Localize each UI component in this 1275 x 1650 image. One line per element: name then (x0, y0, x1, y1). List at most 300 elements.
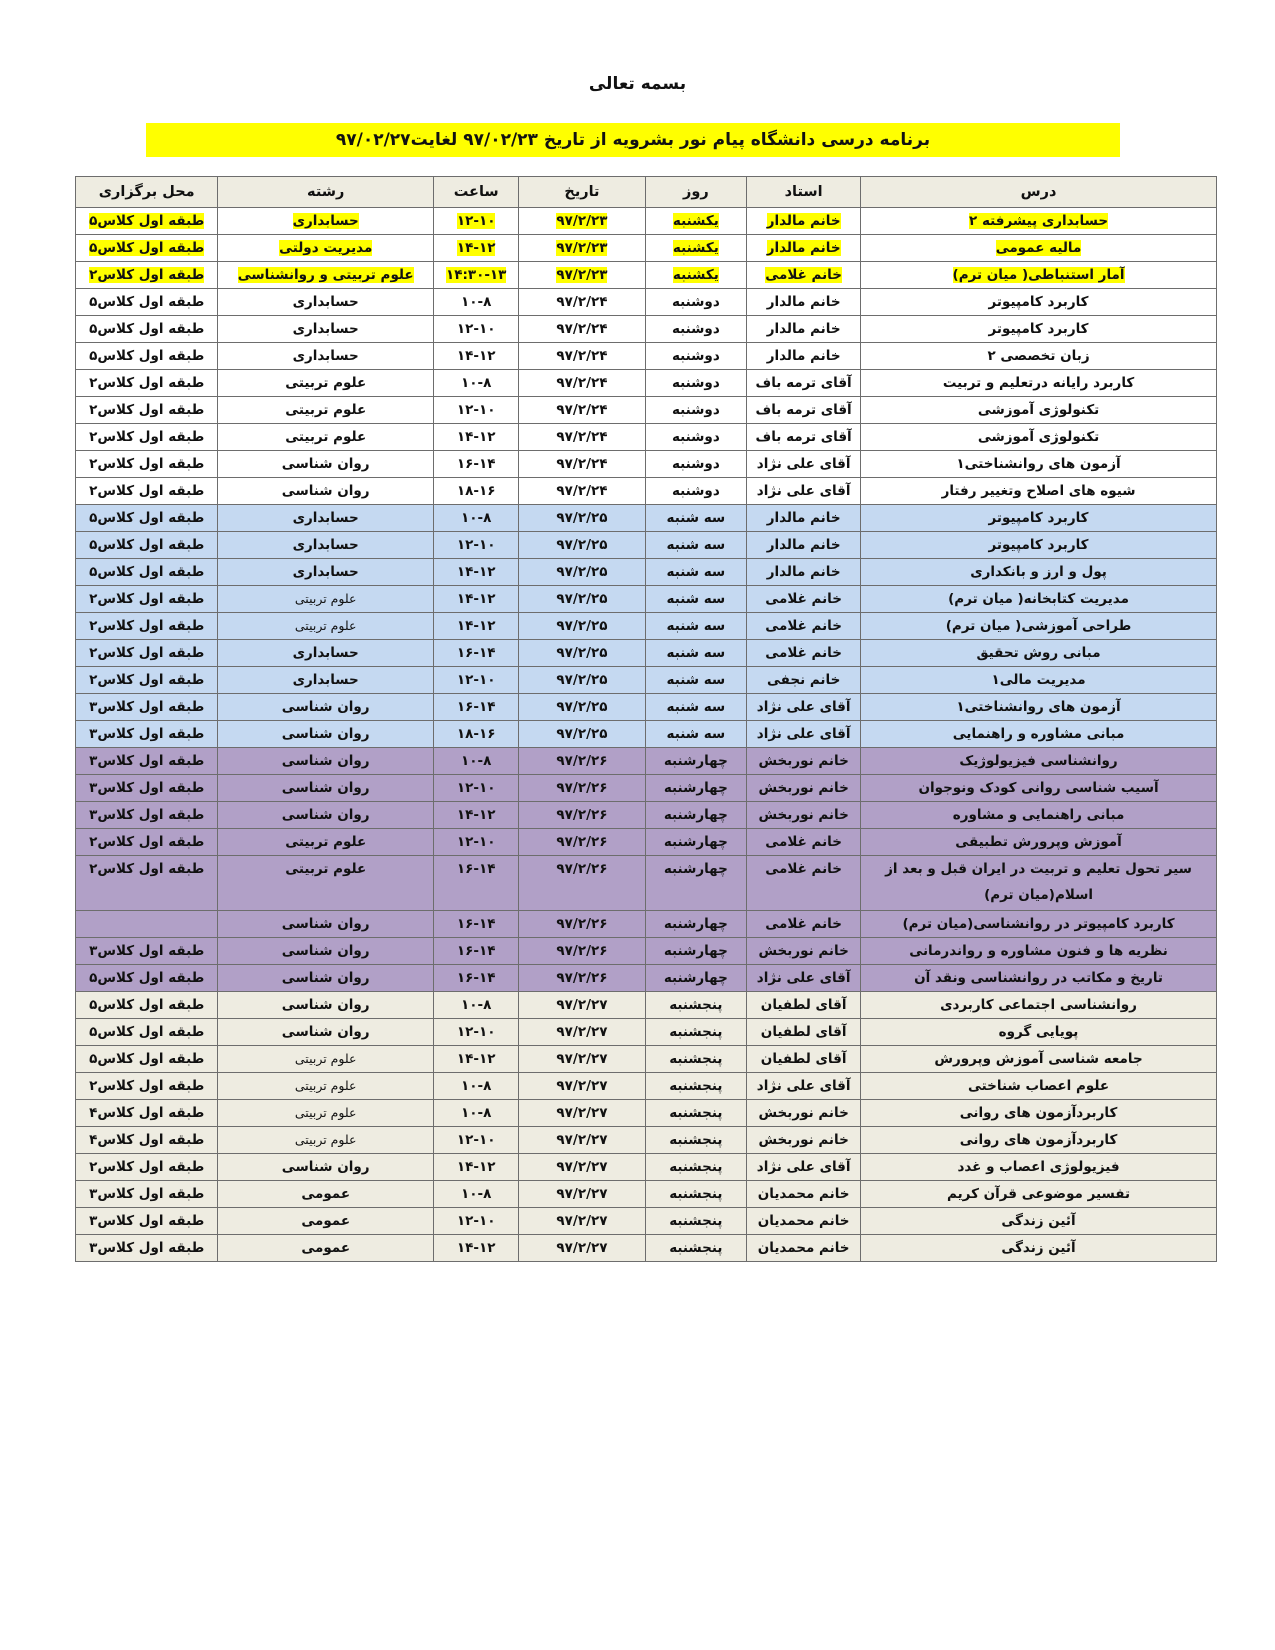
cell-course (861, 586, 1217, 613)
course-text: آموزش وپرورش تطبیقی (955, 834, 1122, 850)
field-text: روان شناسی (281, 726, 370, 742)
cell-day (645, 262, 747, 289)
cell-time (433, 370, 518, 397)
time-text: ۱۰-۸ (461, 375, 492, 391)
field-text: حسابداری (292, 537, 359, 553)
time-text: ۱۴-۱۲ (456, 618, 496, 634)
cell-teacher (747, 1100, 861, 1127)
day-text: پنجشنبه (669, 1159, 723, 1175)
day-text: چهارشنبه (663, 834, 728, 850)
date-text: ۹۷/۲/۲۵ (556, 618, 608, 634)
cell-teacher (747, 775, 861, 802)
table-row (76, 343, 1217, 370)
teacher-text: خانم نجفی (766, 672, 841, 688)
time-text: ۱۶-۱۴ (456, 699, 496, 715)
table-row (76, 965, 1217, 992)
course-text: کاربرد کامپیوتر (988, 294, 1089, 310)
table-row (76, 667, 1217, 694)
time-text: ۱۰-۸ (461, 997, 492, 1013)
cell-day (645, 532, 747, 559)
time-text: ۱۲-۱۰ (456, 402, 496, 418)
cell-date (519, 505, 645, 532)
cell-time (433, 1181, 518, 1208)
cell-day (645, 640, 747, 667)
location-text: طبقه اول کلاس۳ (89, 699, 205, 715)
cell-location (76, 1181, 218, 1208)
cell-location (76, 1127, 218, 1154)
day-text: یکشنبه (672, 213, 719, 229)
time-text: ۱۴-۱۲ (456, 240, 496, 256)
time-text: ۱۴-۱۲ (456, 807, 496, 823)
cell-date (519, 775, 645, 802)
location-text: طبقه اول کلاس۴ (89, 1105, 205, 1121)
teacher-text: خانم غلامی (765, 645, 842, 661)
cell-field (218, 235, 434, 262)
date-text: ۹۷/۲/۲۷ (556, 1105, 608, 1121)
day-text: چهارشنبه (663, 970, 728, 986)
field-text: علوم تربیتی (285, 429, 367, 445)
cell-time (433, 1073, 518, 1100)
time-text: ۱۲-۱۰ (456, 780, 496, 796)
table-row (76, 397, 1217, 424)
cell-time (433, 1100, 518, 1127)
day-text: پنجشنبه (669, 997, 723, 1013)
date-text: ۹۷/۲/۲۴ (556, 375, 608, 391)
cell-teacher (747, 748, 861, 775)
location-text: طبقه اول کلاس۲ (89, 402, 205, 418)
field-text: علوم تربیتی (285, 402, 367, 418)
day-text: پنجشنبه (669, 1024, 723, 1040)
cell-location (76, 1100, 218, 1127)
cell-course (861, 775, 1217, 802)
course-text: آمار استنباطی( میان ترم) (952, 267, 1125, 283)
cell-field (218, 1046, 434, 1073)
cell-date (519, 667, 645, 694)
cell-time (433, 532, 518, 559)
teacher-text: آقای علی نژاد (756, 699, 851, 715)
cell-course (861, 748, 1217, 775)
cell-field (218, 775, 434, 802)
day-text: سه شنبه (666, 699, 726, 715)
cell-course (861, 1127, 1217, 1154)
cell-date (519, 397, 645, 424)
cell-field (218, 289, 434, 316)
cell-field (218, 1073, 434, 1100)
day-text: دوشنبه (671, 321, 720, 337)
table-row (76, 775, 1217, 802)
time-text: ۱۲-۱۰ (456, 1213, 496, 1229)
time-text: ۱۴-۱۲ (456, 564, 496, 580)
date-text: ۹۷/۲/۲۷ (556, 1132, 608, 1148)
date-text: ۹۷/۲/۲۳ (556, 213, 608, 229)
teacher-text: آقای علی نژاد (756, 483, 851, 499)
teacher-text: خانم مالدار (766, 510, 841, 526)
cell-time (433, 1046, 518, 1073)
day-text: دوشنبه (671, 456, 720, 472)
date-text: ۹۷/۲/۲۴ (556, 402, 608, 418)
cell-time (433, 1154, 518, 1181)
cell-field (218, 1208, 434, 1235)
course-text: کاربرد رایانه درتعلیم و تربیت (942, 375, 1135, 391)
location-text: طبقه اول کلاس۵ (89, 240, 205, 256)
header-course: درس (861, 177, 1217, 208)
course-text: علوم اعصاب شناختی (968, 1078, 1110, 1094)
time-text: ۱۶-۱۴ (456, 456, 496, 472)
cell-course (861, 343, 1217, 370)
location-text: طبقه اول کلاس۲ (89, 483, 205, 499)
course-text: حسابداری پیشرفته ۲ (969, 213, 1109, 229)
cell-day (645, 667, 747, 694)
day-text: چهارشنبه (663, 861, 728, 877)
day-text: دوشنبه (671, 402, 720, 418)
location-text: طبقه اول کلاس۵ (89, 321, 205, 337)
time-text: ۱۰-۸ (461, 1105, 492, 1121)
teacher-text: خانم مالدار (766, 240, 841, 256)
location-text: طبقه اول کلاس۵ (89, 564, 205, 580)
field-text: علوم تربیتی (294, 1132, 357, 1147)
cell-date (519, 992, 645, 1019)
field-text: علوم تربیتی (285, 861, 367, 877)
cell-date (519, 478, 645, 505)
cell-teacher (747, 992, 861, 1019)
teacher-text: خانم مالدار (766, 537, 841, 553)
course-text: نظریه ها و فنون مشاوره و رواندرمانی (909, 943, 1168, 959)
date-text: ۹۷/۲/۲۶ (556, 753, 608, 769)
cell-course (861, 613, 1217, 640)
cell-teacher (747, 856, 861, 911)
date-text: ۹۷/۲/۲۷ (556, 1024, 608, 1040)
cell-day (645, 289, 747, 316)
teacher-text: آقای ترمه باف (755, 402, 852, 418)
cell-course (861, 478, 1217, 505)
location-text: طبقه اول کلاس۲ (89, 1078, 205, 1094)
cell-time (433, 640, 518, 667)
day-text: دوشنبه (671, 483, 720, 499)
cell-field (218, 208, 434, 235)
field-text: روان شناسی (281, 943, 370, 959)
cell-day (645, 208, 747, 235)
teacher-text: خانم مالدار (766, 321, 841, 337)
cell-course (861, 532, 1217, 559)
date-text: ۹۷/۲/۲۶ (556, 916, 608, 932)
cell-location (76, 370, 218, 397)
date-text: ۹۷/۲/۲۶ (556, 807, 608, 823)
date-text: ۹۷/۲/۲۵ (556, 726, 608, 742)
course-text: روانشناسی اجتماعی کاربردی (940, 997, 1137, 1013)
course-text: تاریخ و مکاتب در روانشناسی ونقد آن (914, 970, 1163, 986)
cell-date (519, 802, 645, 829)
cell-course (861, 938, 1217, 965)
teacher-text: خانم مالدار (766, 564, 841, 580)
cell-teacher (747, 370, 861, 397)
field-text: روان شناسی (281, 970, 370, 986)
time-text: ۱۶-۱۴ (456, 861, 496, 877)
cell-course (861, 505, 1217, 532)
date-text: ۹۷/۲/۲۶ (556, 780, 608, 796)
cell-field (218, 586, 434, 613)
day-text: پنجشنبه (669, 1186, 723, 1202)
cell-location (76, 424, 218, 451)
day-text: سه شنبه (666, 726, 726, 742)
cell-course (861, 1019, 1217, 1046)
cell-day (645, 775, 747, 802)
day-text: پنجشنبه (669, 1240, 723, 1256)
field-text: حسابداری (292, 294, 359, 310)
cell-course (861, 1208, 1217, 1235)
course-text: کاربرد کامپیوتر (988, 321, 1089, 337)
teacher-text: خانم نوربخش (758, 1105, 849, 1121)
teacher-text: خانم غلامی (765, 591, 842, 607)
cell-day (645, 451, 747, 478)
table-row (76, 748, 1217, 775)
cell-date (519, 1073, 645, 1100)
table-row (76, 938, 1217, 965)
course-text: پول و ارز و بانکداری (970, 564, 1107, 580)
time-text: ۱۶-۱۴ (456, 645, 496, 661)
day-text: سه شنبه (666, 564, 726, 580)
cell-course (861, 802, 1217, 829)
day-text: چهارشنبه (663, 753, 728, 769)
cell-field (218, 938, 434, 965)
cell-day (645, 1154, 747, 1181)
field-text: حسابداری (292, 213, 359, 229)
cell-day (645, 802, 747, 829)
cell-course (861, 424, 1217, 451)
cell-day (645, 1046, 747, 1073)
teacher-text: خانم نوربخش (758, 943, 849, 959)
time-text: ۱۲-۱۰ (456, 213, 496, 229)
date-text: ۹۷/۲/۲۴ (556, 348, 608, 364)
field-text: روان شناسی (281, 1159, 370, 1175)
cell-day (645, 478, 747, 505)
cell-course (861, 965, 1217, 992)
table-row (76, 1154, 1217, 1181)
location-text: طبقه اول کلاس۳ (89, 807, 205, 823)
cell-location (76, 559, 218, 586)
cell-field (218, 1154, 434, 1181)
cell-day (645, 1073, 747, 1100)
teacher-text: خانم مالدار (766, 213, 841, 229)
day-text: چهارشنبه (663, 943, 728, 959)
cell-course (861, 559, 1217, 586)
date-text: ۹۷/۲/۲۵ (556, 537, 608, 553)
cell-location (76, 911, 218, 938)
location-text: طبقه اول کلاس۵ (89, 294, 205, 310)
field-text: علوم تربیتی (285, 834, 367, 850)
date-text: ۹۷/۲/۲۴ (556, 429, 608, 445)
table-row (76, 613, 1217, 640)
cell-field (218, 424, 434, 451)
cell-teacher (747, 451, 861, 478)
cell-course (861, 992, 1217, 1019)
cell-date (519, 1154, 645, 1181)
location-text: طبقه اول کلاس۵ (89, 537, 205, 553)
date-text: ۹۷/۲/۲۷ (556, 1159, 608, 1175)
cell-teacher (747, 829, 861, 856)
table-row (76, 802, 1217, 829)
day-text: دوشنبه (671, 429, 720, 445)
cell-time (433, 478, 518, 505)
cell-teacher (747, 667, 861, 694)
teacher-text: خانم غلامی (765, 618, 842, 634)
teacher-text: آقای علی نژاد (756, 1159, 851, 1175)
location-text: طبقه اول کلاس۲ (89, 672, 205, 688)
cell-teacher (747, 262, 861, 289)
cell-field (218, 856, 434, 911)
cell-time (433, 613, 518, 640)
cell-time (433, 208, 518, 235)
day-text: دوشنبه (671, 375, 720, 391)
cell-location (76, 397, 218, 424)
date-text: ۹۷/۲/۲۷ (556, 997, 608, 1013)
teacher-text: آقای ترمه باف (755, 429, 852, 445)
cell-time (433, 586, 518, 613)
date-text: ۹۷/۲/۲۵ (556, 672, 608, 688)
field-text: علوم تربیتی (294, 591, 357, 606)
time-text: ۱۴-۱۲ (456, 1240, 496, 1256)
cell-field (218, 1019, 434, 1046)
day-text: یکشنبه (672, 240, 719, 256)
course-text: مبانی راهنمایی و مشاوره (952, 807, 1125, 823)
time-text: ۱۸-۱۶ (456, 726, 496, 742)
location-text: طبقه اول کلاس۲ (89, 267, 205, 283)
time-text: ۱۲-۱۰ (456, 321, 496, 337)
cell-date (519, 370, 645, 397)
cell-location (76, 1073, 218, 1100)
cell-location (76, 640, 218, 667)
teacher-text: خانم محمدیان (757, 1186, 850, 1202)
cell-day (645, 370, 747, 397)
location-text: طبقه اول کلاس۲ (89, 456, 205, 472)
cell-field (218, 911, 434, 938)
table-row (76, 721, 1217, 748)
course-text: کاربرد کامپیوتر (988, 537, 1089, 553)
cell-time (433, 559, 518, 586)
course-text: زبان تخصصی ۲ (987, 348, 1090, 364)
cell-field (218, 343, 434, 370)
cell-location (76, 721, 218, 748)
field-text: حسابداری (292, 321, 359, 337)
date-text: ۹۷/۲/۲۵ (556, 510, 608, 526)
cell-course (861, 397, 1217, 424)
cell-time (433, 262, 518, 289)
location-text: طبقه اول کلاس۳ (89, 726, 205, 742)
cell-teacher (747, 938, 861, 965)
table-row (76, 316, 1217, 343)
table-row (76, 478, 1217, 505)
cell-day (645, 938, 747, 965)
cell-date (519, 1181, 645, 1208)
teacher-text: خانم غلامی (765, 267, 842, 283)
cell-location (76, 532, 218, 559)
cell-teacher (747, 532, 861, 559)
time-text: ۱۲-۱۰ (456, 672, 496, 688)
cell-date (519, 1235, 645, 1262)
cell-course (861, 316, 1217, 343)
location-text: طبقه اول کلاس۲ (89, 1159, 205, 1175)
day-text: سه شنبه (666, 591, 726, 607)
cell-course (861, 640, 1217, 667)
cell-field (218, 1127, 434, 1154)
cell-date (519, 451, 645, 478)
course-text: آئین زندگی (1001, 1240, 1076, 1256)
cell-location (76, 829, 218, 856)
cell-course (861, 262, 1217, 289)
schedule-body (76, 208, 1217, 1262)
cell-teacher (747, 1046, 861, 1073)
course-text: سیر تحول تعلیم و تربیت در ایران قبل و بعد از اسلام(میان ترم) (885, 861, 1192, 903)
time-text: ۱۶-۱۴ (456, 943, 496, 959)
table-row (76, 1100, 1217, 1127)
cell-course (861, 1154, 1217, 1181)
cell-teacher (747, 1235, 861, 1262)
table-row (76, 235, 1217, 262)
table-row (76, 1208, 1217, 1235)
cell-field (218, 1235, 434, 1262)
cell-date (519, 316, 645, 343)
cell-day (645, 1100, 747, 1127)
cell-day (645, 694, 747, 721)
header-time: ساعت (433, 177, 518, 208)
date-text: ۹۷/۲/۲۴ (556, 321, 608, 337)
cell-field (218, 640, 434, 667)
table-row (76, 289, 1217, 316)
cell-course (861, 1073, 1217, 1100)
cell-teacher (747, 505, 861, 532)
cell-day (645, 1235, 747, 1262)
cell-field (218, 694, 434, 721)
cell-location (76, 748, 218, 775)
field-text: روان شناسی (281, 483, 370, 499)
cell-day (645, 586, 747, 613)
cell-field (218, 559, 434, 586)
cell-field (218, 721, 434, 748)
header-day: روز (645, 177, 747, 208)
cell-time (433, 911, 518, 938)
course-text: روانشناسی فیزیولوژیک (959, 753, 1118, 769)
day-text: یکشنبه (672, 267, 719, 283)
cell-location (76, 992, 218, 1019)
course-text: مبانی روش تحقیق (976, 645, 1101, 661)
cell-day (645, 856, 747, 911)
location-text: طبقه اول کلاس۵ (89, 510, 205, 526)
cell-course (861, 1100, 1217, 1127)
cell-course (861, 208, 1217, 235)
cell-day (645, 613, 747, 640)
day-text: چهارشنبه (663, 780, 728, 796)
cell-field (218, 451, 434, 478)
schedule-table (75, 176, 1217, 1262)
cell-teacher (747, 586, 861, 613)
field-text: روان شناسی (281, 807, 370, 823)
cell-teacher (747, 478, 861, 505)
cell-time (433, 1127, 518, 1154)
teacher-text: آقای لطفیان (760, 997, 847, 1013)
cell-date (519, 1100, 645, 1127)
date-text: ۹۷/۲/۲۵ (556, 699, 608, 715)
location-text: طبقه اول کلاس۳ (89, 1240, 205, 1256)
cell-time (433, 802, 518, 829)
cell-course (861, 1046, 1217, 1073)
cell-location (76, 478, 218, 505)
teacher-text: خانم محمدیان (757, 1240, 850, 1256)
day-text: سه شنبه (666, 672, 726, 688)
teacher-text: آقای علی نژاد (756, 726, 851, 742)
cell-time (433, 775, 518, 802)
field-text: عمومی (301, 1213, 351, 1229)
day-text: پنجشنبه (669, 1105, 723, 1121)
table-row (76, 992, 1217, 1019)
